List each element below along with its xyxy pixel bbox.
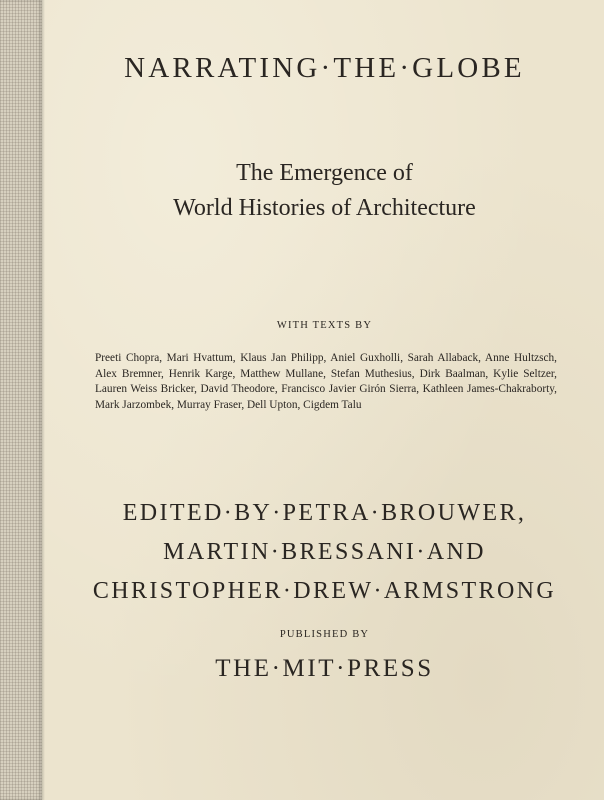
subtitle-line-1: The Emergence of [236,160,413,186]
editors-line-2: MARTIN·BRESSANI·AND [163,539,486,565]
with-texts-label: WITH TEXTS BY [276,320,373,331]
contributors-list: Preeti Chopra, Mari Hvattum, Klaus Jan Philipp, Aniel Guxholli, Sarah Allaback, Anne Hultzsch, Alex Bremner, Henrik Karge, Matthew Mullane, Stefan Muthesius, Dirk Baalman, Kylie Seltzer, Lauren Weiss Bricker, David Theodore, Francisco Javier Girón Sierra, Kathleen James-Chakraborty, Mark Jarzombek, Murray Fraser, Dell Upton, Cigdem Talu [95,352,557,411]
publisher-name: THE·MIT·PRESS [215,655,434,682]
book-subtitle [45,156,604,226]
subtitle-line-2: World Histories of Architecture [173,195,476,221]
editors-line-3: CHRISTOPHER·DREW·ARMSTRONG [92,578,557,604]
book-title: NARRATING·THE·GLOBE [124,52,525,84]
published-by-label: PUBLISHED BY [279,629,370,640]
editors-line-1: EDITED·BY·PETRA·BROUWER, [122,500,527,526]
cloth-spine [0,0,42,800]
editors-credit [45,494,604,611]
